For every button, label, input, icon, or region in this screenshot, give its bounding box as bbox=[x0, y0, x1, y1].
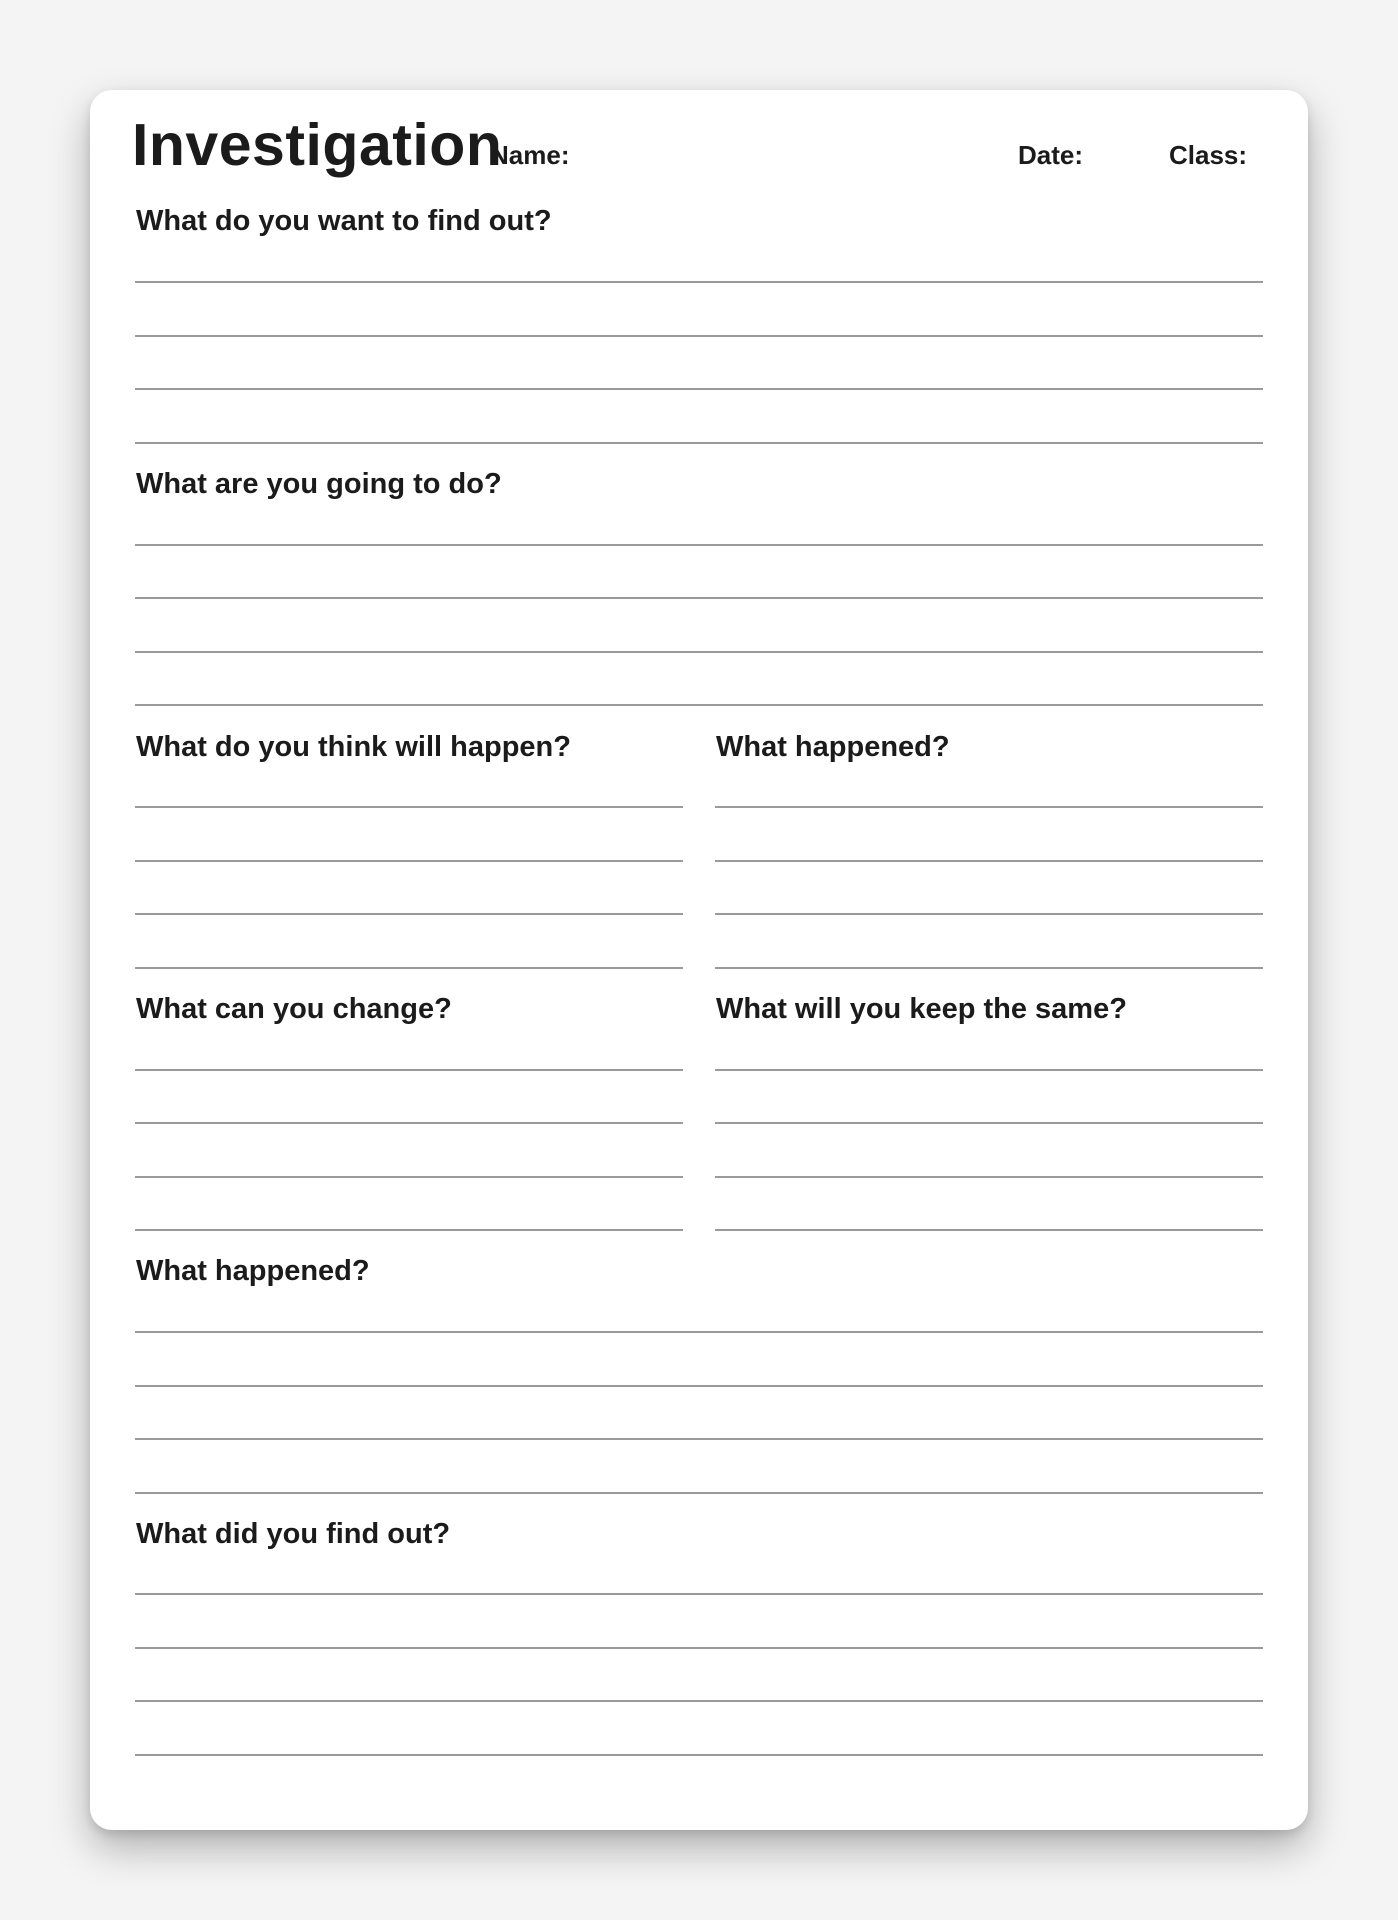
answer-line[interactable] bbox=[135, 1229, 683, 1231]
answer-line[interactable] bbox=[135, 806, 683, 808]
answer-line[interactable] bbox=[135, 651, 1263, 653]
answer-line[interactable] bbox=[135, 1176, 683, 1178]
answer-line[interactable] bbox=[135, 281, 1263, 283]
answer-line[interactable] bbox=[135, 442, 1263, 444]
worksheet bbox=[90, 90, 1308, 1830]
answer-line[interactable] bbox=[135, 967, 683, 969]
question-keep-same: What will you keep the same? bbox=[716, 993, 1127, 1025]
answer-line[interactable] bbox=[135, 1647, 1263, 1649]
answer-line[interactable] bbox=[135, 1492, 1263, 1494]
answer-line[interactable] bbox=[135, 1122, 683, 1124]
answer-line[interactable] bbox=[135, 1069, 683, 1071]
answer-line[interactable] bbox=[715, 1122, 1263, 1124]
class-label: Class: bbox=[1169, 140, 1248, 170]
answer-line[interactable] bbox=[135, 860, 683, 862]
answer-line[interactable] bbox=[715, 913, 1263, 915]
question-did-find-out: What did you find out? bbox=[136, 1518, 451, 1550]
answer-line[interactable] bbox=[715, 1069, 1263, 1071]
answer-line[interactable] bbox=[135, 1438, 1263, 1440]
name-label: Name: bbox=[490, 140, 570, 170]
answer-line[interactable] bbox=[135, 335, 1263, 337]
question-happened-right: What happened? bbox=[716, 731, 950, 763]
answer-line[interactable] bbox=[135, 544, 1263, 546]
answer-line[interactable] bbox=[135, 597, 1263, 599]
question-predict: What do you think will happen? bbox=[136, 731, 571, 763]
question-find-out: What do you want to find out? bbox=[136, 205, 552, 237]
answer-line[interactable] bbox=[135, 704, 1263, 706]
answer-line[interactable] bbox=[135, 1385, 1263, 1387]
answer-line[interactable] bbox=[135, 1700, 1263, 1702]
answer-line[interactable] bbox=[715, 806, 1263, 808]
answer-line[interactable] bbox=[135, 1754, 1263, 1756]
answer-line[interactable] bbox=[135, 1331, 1263, 1333]
worksheet-title: Investigation bbox=[132, 112, 503, 178]
date-label: Date: bbox=[1018, 140, 1084, 170]
question-happened: What happened? bbox=[136, 1255, 370, 1287]
answer-line[interactable] bbox=[715, 967, 1263, 969]
answer-line[interactable] bbox=[135, 1593, 1263, 1595]
answer-line[interactable] bbox=[715, 1229, 1263, 1231]
answer-line[interactable] bbox=[715, 1176, 1263, 1178]
answer-line[interactable] bbox=[135, 388, 1263, 390]
question-going-to-do: What are you going to do? bbox=[136, 468, 502, 500]
answer-line[interactable] bbox=[715, 860, 1263, 862]
question-change: What can you change? bbox=[136, 993, 452, 1025]
answer-line[interactable] bbox=[135, 913, 683, 915]
